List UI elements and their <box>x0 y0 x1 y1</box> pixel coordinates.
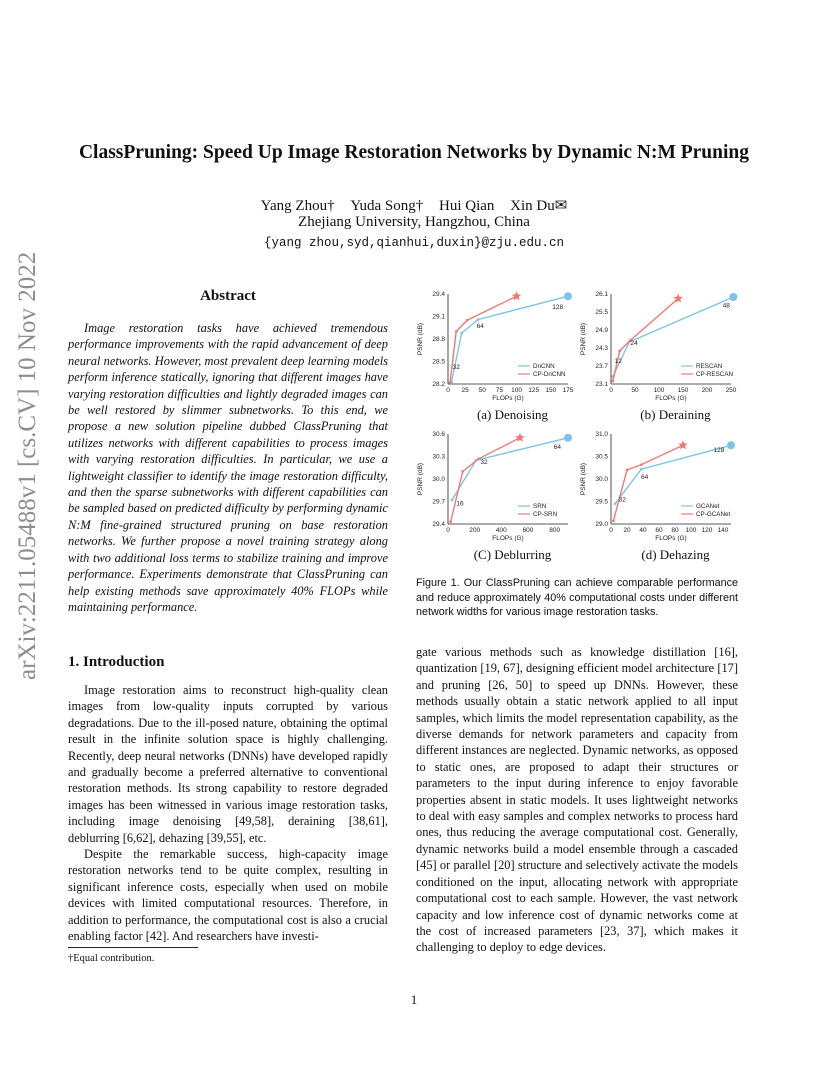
width-label: 64 <box>476 322 484 330</box>
paper-title: ClassPruning: Speed Up Image Restoration Networks by Dynamic N:M Pruning <box>78 142 750 163</box>
large-point <box>729 293 737 301</box>
x-tick-label: 400 <box>495 527 507 534</box>
star-marker <box>512 291 522 300</box>
y-tick-label: 28.8 <box>432 336 445 343</box>
width-label: 128 <box>552 304 564 311</box>
y-tick-label: 29.4 <box>432 291 445 298</box>
star-marker <box>678 440 688 449</box>
x-tick-label: 50 <box>631 387 639 394</box>
arxiv-stamp <box>14 251 54 680</box>
data-point <box>612 380 615 383</box>
x-axis-label: FLOPs (G) <box>492 395 524 402</box>
data-point <box>466 319 469 322</box>
y-axis-label: PSNR (dB) <box>580 322 587 356</box>
x-tick-label: 40 <box>639 527 647 534</box>
legend-entry: CP-GCANet <box>696 511 731 518</box>
subfigure-label: (d) Dehazing <box>641 547 710 562</box>
large-point <box>564 292 572 300</box>
x-tick-label: 175 <box>562 387 574 394</box>
y-tick-label: 30.0 <box>595 476 608 483</box>
data-point <box>640 468 643 471</box>
x-tick-label: 120 <box>701 527 713 534</box>
x-tick-label: 200 <box>701 387 713 394</box>
figure-1 <box>410 288 740 570</box>
x-tick-label: 140 <box>717 527 729 534</box>
data-point <box>460 332 463 335</box>
arxiv-stamp-text: arXiv:2211.05488v1 [cs.CV] 10 Nov 2022 <box>14 251 41 680</box>
y-tick-label: 30.3 <box>432 453 445 461</box>
series-line <box>613 299 678 382</box>
x-tick-label: 75 <box>495 387 504 394</box>
section-heading: 1. Introduction <box>68 654 165 670</box>
y-tick-label: 23.7 <box>595 363 608 370</box>
y-tick-label: 26.1 <box>595 291 608 298</box>
abstract-heading: Abstract <box>200 288 256 304</box>
data-point <box>626 469 629 472</box>
width-label: 48 <box>722 302 730 310</box>
author: Yang Zhou† <box>260 198 335 214</box>
intro-paragraph: Despite the remarkable success, high-capacity image restoration networks tend to be quite complex, resulting in significant inference costs, especially when used on mobile devices with limited computational resources. Therefore, in addition to performance, the computational cost is also a crucial enabling factor [42]. And researchers have investi- <box>68 847 388 944</box>
chart-deraining <box>573 288 738 403</box>
data-point <box>614 502 617 505</box>
width-label: 32 <box>452 364 460 371</box>
data-point <box>640 463 643 466</box>
affiliation: Zhejiang University, Hangzhou, China <box>298 214 530 230</box>
legend-entry: DnCNN <box>533 363 555 370</box>
width-label: 64 <box>640 474 649 481</box>
author: Xin Du✉ <box>510 198 568 214</box>
x-axis-label: FLOPs (G) <box>655 535 687 542</box>
y-tick-label: 28.2 <box>432 381 445 388</box>
x-tick-label: 150 <box>545 387 557 394</box>
legend-entry: CP-DnCNN <box>533 371 566 378</box>
y-tick-label: 28.5 <box>432 358 445 366</box>
y-tick-label: 30.0 <box>432 476 445 483</box>
legend-entry: CP-SRN <box>533 511 558 518</box>
author-list <box>0 196 828 215</box>
width-label: 32 <box>618 496 626 504</box>
y-tick-label: 29.7 <box>432 498 445 506</box>
x-tick-label: 20 <box>623 527 631 534</box>
y-tick-label: 29.1 <box>432 313 445 321</box>
y-tick-label: 25.5 <box>595 309 608 316</box>
large-point <box>564 434 572 442</box>
data-point <box>461 470 464 473</box>
chart-dehazing <box>573 428 738 543</box>
large-point <box>727 441 735 449</box>
subfigure-label: (b) Deraining <box>640 407 711 422</box>
author: Yuda Song† <box>350 198 424 214</box>
width-label: 32 <box>480 459 488 466</box>
figure-caption: Figure 1. Our ClassPruning can achieve comparable performance and reduce approximately 40% computational costs under different network widths for various image restoration tasks. <box>416 577 738 618</box>
subfigure-label: (a) Denoising <box>476 407 549 422</box>
x-tick-label: 250 <box>725 387 737 394</box>
x-tick-label: 800 <box>549 527 561 534</box>
y-tick-label: 29.0 <box>595 521 608 528</box>
x-tick-label: 50 <box>478 387 486 394</box>
data-point <box>618 350 621 353</box>
series-line <box>451 438 520 522</box>
data-point <box>612 519 615 522</box>
width-label: 128 <box>713 447 725 454</box>
legend-entry: CP-RESCAN <box>696 371 734 378</box>
x-tick-label: 25 <box>461 387 469 394</box>
data-point <box>449 381 452 384</box>
y-tick-label: 30.5 <box>595 453 608 461</box>
data-point <box>455 330 458 333</box>
abstract-text: Image restoration tasks have achieved tremendous performance improvements with the rapid advancement of deep neural networks. However, most prevalent deep learning models perform inference statically, ignoring that different images have varying restoration difficulties and lightly degraded images can be well restored by slimmer subnetworks. To this end, we propose a new solution pipeline dubbed ClassPruning that utilizes networks with different capabilities to process images with varying restoration difficulties. In particular, we use a lightweight classifier to identify the image restoration difficulty, and then the sparse subnetworks with different capabilities can be sampled based on predicted difficulty by performing dynamic N:M fine-grained structured pruning on base restoration networks. We further propose a novel training strategy along with two additional loss terms to stabilize training and improve performance. Experiments demonstrate that ClassPruning can help existing methods save approximately 40% FLOPs while maintaining performance. <box>68 321 388 614</box>
width-label: 24 <box>630 340 638 347</box>
x-tick-label: 100 <box>653 387 665 394</box>
legend-entry: RESCAN <box>696 363 723 370</box>
intro-body-right: gate various methods such as knowledge distillation [16], quantization [19, 67], designing efficient model architecture [17] and pruning [26, 50] to speed up DNNs. However, these methods usually obtain a static network applied to all input samples, which limits the model representation capability, as the diverse demands for network parameters and capacity from different instances are neglected. Dynamic networks, as opposed to static ones, are proposed to adapt their structures or parameters to the input during inference to enjoy favorable properties absent in static models. It uses lightweight networks to deal with easy samples and complex networks to process hard ones, thus reducing the average computational cost. Generally, dynamic networks build a model ensemble through a cascaded [45] or parallel [20] structure and selectively activate the models conditioned on the input, allocating network with appropriate computational cost to each sample. However, the vast network capacity and low inference cost of dynamic networks come at the cost of increased parameters [23, 37], which makes it challenging to deploy to edge devices. <box>416 645 738 955</box>
width-label: 16 <box>456 500 464 508</box>
y-axis-label: PSNR (dB) <box>417 322 424 356</box>
author: Hui Qian <box>439 198 495 214</box>
y-tick-label: 23.1 <box>595 381 608 388</box>
x-tick-label: 0 <box>446 527 450 534</box>
x-tick-label: 200 <box>469 527 481 534</box>
author-email: {yang zhou,syd,qianhui,duxin}@zju.edu.cn <box>263 236 565 250</box>
x-tick-label: 0 <box>446 387 450 394</box>
x-tick-label: 0 <box>609 527 613 534</box>
width-label: 12 <box>614 358 622 365</box>
x-tick-label: 150 <box>677 387 689 394</box>
x-tick-label: 0 <box>609 387 613 394</box>
x-tick-label: 100 <box>685 527 697 534</box>
series-line <box>615 445 731 504</box>
chart-deblurring <box>410 428 575 543</box>
legend-entry: SRN <box>533 503 547 510</box>
data-point <box>477 318 480 321</box>
y-tick-label: 29.5 <box>595 498 608 506</box>
intro-body <box>68 682 388 945</box>
series-line <box>613 445 683 521</box>
legend-entry: GCANet <box>696 503 720 510</box>
x-tick-label: 100 <box>511 387 523 394</box>
star-marker <box>515 433 525 442</box>
series-line <box>452 438 568 500</box>
chart-denoising <box>410 288 575 403</box>
intro-paragraph: Image restoration aims to reconstruct high-quality clean images from low-quality inputs corrupted by various degradations. Due to the ill-posed nature, obtaining the optimal result in the infinite solution space is highly challenging. Recently, deep neural networks (DNNs) have developed rapidly and gradually become a preferred alternative to conventional restoration methods. Its strong capability to restore degraded images has been witnessed in various image restoration tasks, including image denoising [49,58], deraining [38,61], deblurring [6,62], dehazing [39,55], etc. <box>68 683 388 845</box>
x-axis-label: FLOPs (G) <box>492 535 524 542</box>
footnote-rule <box>68 947 198 948</box>
y-tick-label: 31.0 <box>595 431 608 438</box>
y-axis-label: PSNR (dB) <box>580 462 587 496</box>
y-tick-label: 24.3 <box>595 345 608 352</box>
y-tick-label: 24.9 <box>595 327 608 334</box>
x-tick-label: 80 <box>671 527 679 534</box>
x-tick-label: 60 <box>655 527 663 534</box>
data-point <box>451 499 454 502</box>
x-axis-label: FLOPs (G) <box>655 395 687 402</box>
subfigure-label: (C) Deblurring <box>473 547 552 562</box>
width-label: 64 <box>553 444 561 451</box>
y-axis-label: PSNR (dB) <box>417 462 424 496</box>
x-tick-label: 125 <box>528 387 540 394</box>
page-number: 1 <box>410 992 418 1007</box>
y-tick-label: 29.4 <box>432 521 445 528</box>
data-point <box>449 520 452 523</box>
x-tick-label: 600 <box>522 527 534 534</box>
y-tick-label: 30.6 <box>432 431 445 438</box>
footnote: †Equal contribution. <box>68 953 155 964</box>
